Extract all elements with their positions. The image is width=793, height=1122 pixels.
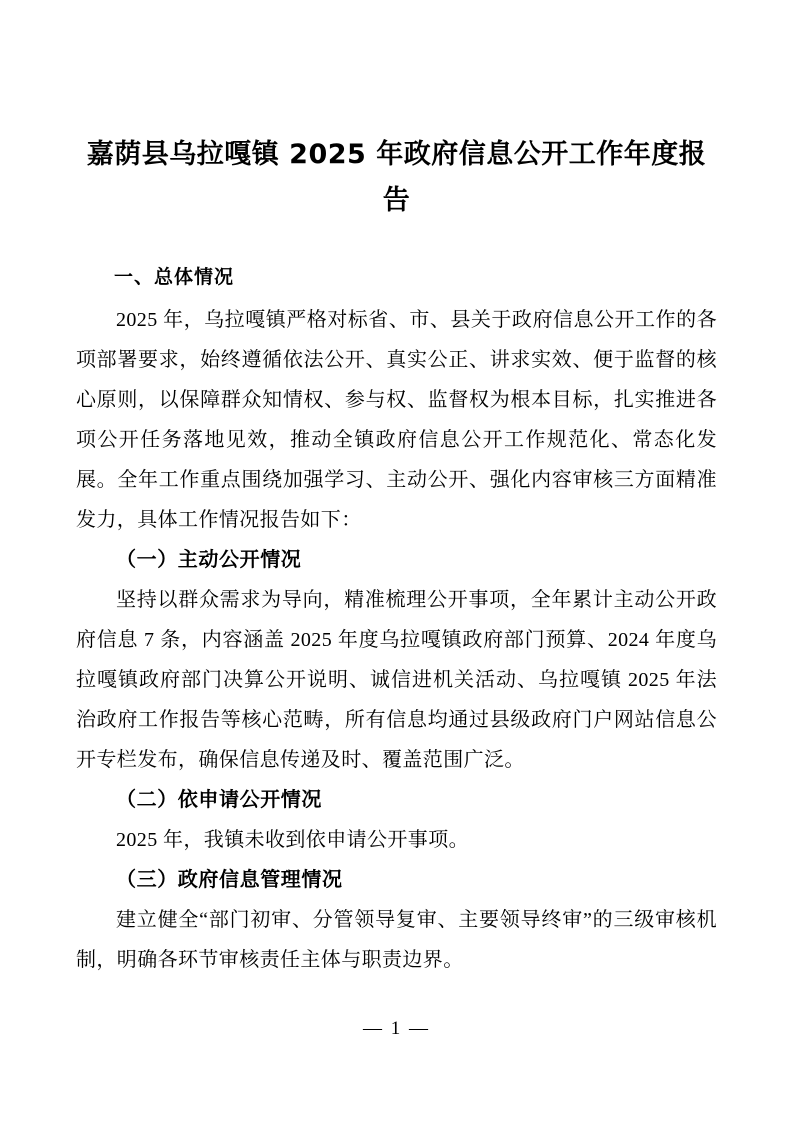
subsection-heading-upon-request-disclosure: （二）依申请公开情况 xyxy=(116,789,322,811)
subsection-heading-information-management: （三）政府信息管理情况 xyxy=(116,869,343,891)
section-heading-overall-situation: 一、总体情况 xyxy=(114,266,235,288)
subsection-heading-proactive-disclosure: （一）主动公开情况 xyxy=(116,549,302,571)
paragraph-upon-request-disclosure: 2025 年，我镇未收到依申请公开事项。 xyxy=(116,829,469,851)
page-number: — 1 — xyxy=(363,1018,430,1039)
page-title: 嘉荫县乌拉嘎镇 2025 年政府信息公开工作年度报告 xyxy=(86,139,707,216)
paragraph-information-management: 建立健全“部门初审、分管领导复审、主要领导终审”的三级审核机制，明确各环节审核责任主体与职责边界。 xyxy=(76,909,717,971)
paragraph-proactive-disclosure: 坚持以群众需求为导向，精准梳理公开事项，全年累计主动公开政府信息 7 条，内容涵盖 2025 年度乌拉嘎镇政府部门预算、2024 年度乌拉嘎镇政府部门决算公开说明、诚信进机关活动、乌拉嘎镇 2025 年法治政府工作报告等核心范畴，所有信息均通过县级政府门户网站信息公开专栏发布，确保信息传递及时、覆盖范围广泛。 xyxy=(76,589,717,771)
paragraph-overall-situation: 2025 年，乌拉嘎镇严格对标省、市、县关于政府信息公开工作的各项部署要求，始终遵循依法公开、真实公正、讲求实效、便于监督的核心原则，以保障群众知情权、参与权、监督权为根本目标，扎实推进各项公开任务落地见效，推动全镇政府信息公开工作规范化、常态化发展。全年工作重点围绕加强学习、主动公开、强化内容审核三方面精准发力，具体工作情况报告如下： xyxy=(76,309,717,531)
